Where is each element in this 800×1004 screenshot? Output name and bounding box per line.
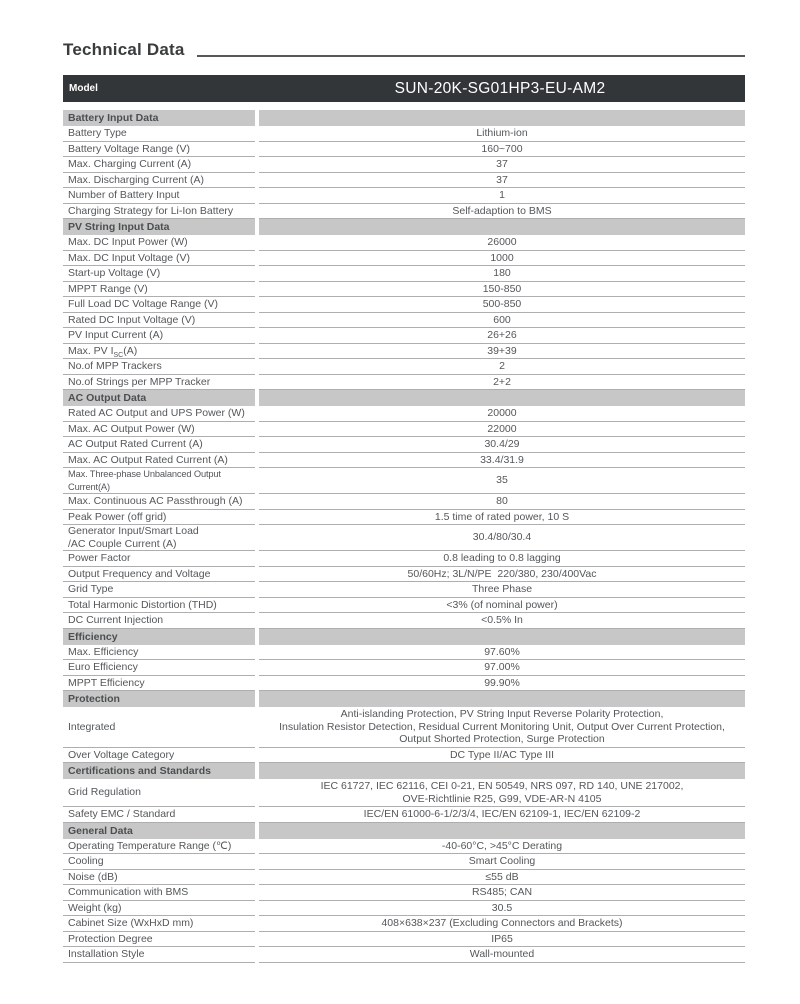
spec-value [259, 235, 745, 251]
spec-label [63, 188, 255, 204]
spec-value [259, 885, 745, 901]
spec-label-text: Battery Type [68, 127, 127, 139]
spec-value-text: 1.5 time of rated power, 10 S [434, 510, 570, 523]
spec-row [63, 947, 745, 963]
spec-value-text: 37 [496, 158, 508, 170]
spec-label [63, 947, 255, 963]
spec-label [63, 328, 255, 344]
spec-value-text: 39+39 [487, 344, 517, 357]
spec-row [63, 235, 745, 251]
spec-value-text: ≤55 dB [485, 870, 519, 883]
spec-value-text: 2+2 [493, 375, 511, 388]
model-header-bar [63, 75, 745, 102]
spec-value-text: Lithium-ion [476, 127, 528, 139]
spec-value-text: 97.60% [484, 645, 520, 658]
spec-label [63, 313, 255, 329]
section-header-fill [259, 629, 745, 645]
spec-value [259, 901, 745, 917]
spec-label-text: Grid Type [68, 583, 114, 595]
spec-value-text: 150-850 [482, 282, 522, 295]
spec-label [63, 870, 255, 886]
spec-value [259, 375, 745, 391]
spec-value-text: 160~700 [481, 142, 523, 155]
spec-row [63, 932, 745, 948]
spec-value [259, 344, 745, 360]
spec-label-text: Max. Efficiency [68, 645, 139, 658]
spec-value [259, 598, 745, 614]
spec-value-text: 1 [499, 189, 505, 201]
spec-value [259, 266, 745, 282]
spec-value-text: 180 [493, 267, 511, 279]
spec-label-text: DC Current Injection [68, 614, 164, 626]
spec-label-text: Max. Continuous AC Passthrough (A) [68, 495, 243, 507]
section-header-fill [259, 691, 745, 707]
section-header-label: Battery Input Data [63, 110, 255, 126]
spec-label [63, 468, 255, 494]
spec-row [63, 313, 745, 329]
spec-value [259, 422, 745, 438]
spec-label-text: Weight (kg) [68, 901, 122, 914]
spec-row [63, 582, 745, 598]
spec-label [63, 645, 255, 661]
spec-label [63, 437, 255, 453]
section-header-row [63, 219, 745, 235]
spec-row [63, 613, 745, 629]
spec-row [63, 188, 745, 204]
spec-label-text: Power Factor [68, 552, 131, 564]
spec-label-text: Operating Temperature Range (℃) [68, 839, 232, 852]
spec-label-text: Max. AC Output Power (W) [68, 422, 195, 435]
spec-row [63, 916, 745, 932]
spec-value-text: Smart Cooling [468, 855, 536, 867]
section-header-label: AC Output Data [63, 390, 255, 406]
spec-label [63, 901, 255, 917]
spec-value [259, 468, 745, 494]
spec-value [259, 779, 745, 807]
spec-value [259, 676, 745, 692]
spec-label-text: Max. DC Input Power (W) [68, 236, 188, 248]
spec-value-text: <0.5% In [481, 614, 523, 626]
spec-value-text: 97.00% [484, 661, 520, 673]
spec-value [259, 282, 745, 298]
spec-value-text: 20000 [487, 407, 517, 419]
spec-label [63, 235, 255, 251]
spec-value [259, 328, 745, 344]
spec-value-text: DC Type II/AC Type III [449, 748, 555, 761]
spec-row [63, 282, 745, 298]
section-header-fill [259, 390, 745, 406]
spec-value [259, 525, 745, 551]
spec-label [63, 126, 255, 142]
spec-value-text: IP65 [491, 932, 513, 945]
spec-label [63, 676, 255, 692]
spec-value-text: 22000 [487, 422, 517, 435]
spec-label [63, 344, 255, 360]
spec-value [259, 551, 745, 567]
spec-value [259, 748, 745, 764]
spec-label [63, 251, 255, 267]
section-header-fill [259, 763, 745, 779]
spec-value-text: <3% (of nominal power) [446, 598, 558, 611]
spec-label-text: AC Output Rated Current (A) [68, 438, 203, 450]
spec-value [259, 839, 745, 855]
spec-value [259, 173, 745, 189]
section-header-fill [259, 110, 745, 126]
spec-label [63, 525, 255, 551]
spec-row [63, 567, 745, 583]
model-label: Model [69, 83, 98, 94]
spec-row [63, 598, 745, 614]
spec-value-text: 0.8 leading to 0.8 lagging [443, 552, 561, 564]
spec-value-text: 500-850 [482, 298, 522, 310]
spec-row [63, 779, 745, 807]
section-header-label: Protection [63, 691, 255, 707]
spec-row [63, 251, 745, 267]
spec-label-text: Over Voltage Category [68, 748, 175, 761]
spec-label [63, 142, 255, 158]
spec-label-text: Max. Charging Current (A) [68, 158, 192, 170]
spec-row [63, 870, 745, 886]
spec-label [63, 567, 255, 583]
spec-label-text: Rated AC Output and UPS Power (W) [68, 407, 245, 419]
spec-label-text: PV Input Current (A) [68, 329, 164, 341]
spec-label [63, 266, 255, 282]
spec-row [63, 660, 745, 676]
spec-label-text: Max. AC Output Rated Current (A) [68, 453, 228, 466]
spec-value [259, 947, 745, 963]
spec-value [259, 142, 745, 158]
section-header-fill [259, 219, 745, 235]
spec-label-text: Full Load DC Voltage Range (V) [68, 298, 218, 310]
spec-label-text: Safety EMC / Standard [68, 808, 176, 820]
spec-row [63, 422, 745, 438]
spec-row [63, 437, 745, 453]
spec-label-text: Grid Regulation [68, 786, 141, 799]
spec-value-text: 30.4/29 [484, 438, 520, 450]
spec-label-text: Peak Power (off grid) [68, 510, 167, 523]
spec-label [63, 598, 255, 614]
spec-row [63, 525, 745, 551]
datasheet-page [63, 40, 745, 963]
spec-label [63, 582, 255, 598]
spec-label-text: Total Harmonic Distortion (THD) [68, 598, 217, 611]
spec-label-text: Noise (dB) [68, 870, 118, 883]
spec-label [63, 204, 255, 220]
spec-label-text: Start-up Voltage (V) [68, 267, 161, 279]
spec-label-text: Max. Discharging Current (A) [68, 173, 204, 186]
spec-row [63, 173, 745, 189]
spec-value [259, 807, 745, 823]
spec-label-text: Max. DC Input Voltage (V) [68, 251, 190, 264]
spec-row [63, 551, 745, 567]
spec-value [259, 707, 745, 748]
spec-row [63, 510, 745, 526]
spec-value [259, 313, 745, 329]
spec-value-text: IEC 61727, IEC 62116, CEI 0-21, EN 50549, NRS 097, RD 140, UNE 217002, OVE-Richtlinie R25, G99, VDE-AR-N 4105 [320, 780, 684, 805]
spec-row [63, 453, 745, 469]
spec-row [63, 204, 745, 220]
spec-label [63, 494, 255, 510]
spec-value-text: 80 [496, 495, 508, 507]
spec-row [63, 645, 745, 661]
spec-value-text: 26+26 [487, 329, 517, 341]
spec-value [259, 854, 745, 870]
spec-table [63, 110, 745, 963]
spec-value [259, 453, 745, 469]
spec-value [259, 660, 745, 676]
spec-value [259, 126, 745, 142]
spec-value-text: IEC/EN 61000-6-1/2/3/4, IEC/EN 62109-1, IEC/EN 62109-2 [363, 808, 641, 820]
spec-label-text: No.of MPP Trackers [68, 360, 162, 372]
section-header-fill [259, 823, 745, 839]
spec-label-text: Number of Battery Input [68, 189, 180, 201]
title-underline [197, 55, 745, 57]
spec-value [259, 870, 745, 886]
spec-label [63, 551, 255, 567]
spec-value-text: 600 [493, 313, 511, 326]
spec-label-text: Charging Strategy for Li-Ion Battery [68, 204, 234, 217]
spec-row [63, 142, 745, 158]
spec-row [63, 375, 745, 391]
spec-value-text: 2 [499, 360, 505, 372]
section-header-label: General Data [63, 823, 255, 839]
spec-row [63, 676, 745, 692]
spec-value-text: 30.4/80/30.4 [472, 531, 532, 544]
spec-label [63, 359, 255, 375]
spec-label [63, 453, 255, 469]
spec-label [63, 839, 255, 855]
section-header-row [63, 763, 745, 779]
model-value: SUN-20K-SG01HP3-EU-AM2 [394, 79, 606, 97]
spec-value [259, 645, 745, 661]
section-header-label: Certifications and Standards [63, 763, 255, 779]
spec-label [63, 613, 255, 629]
section-header-row [63, 110, 745, 126]
spec-row [63, 297, 745, 313]
section-header-label: Efficiency [63, 629, 255, 645]
section-header-row [63, 390, 745, 406]
spec-value-text: 1000 [490, 251, 514, 264]
spec-value-text: 99.90% [484, 676, 520, 689]
spec-row [63, 707, 745, 748]
spec-value [259, 613, 745, 629]
spec-label-text: Cabinet Size (WxHxD mm) [68, 917, 194, 929]
spec-label [63, 932, 255, 948]
page-title: Technical Data [63, 40, 185, 59]
spec-value [259, 188, 745, 204]
spec-label [63, 854, 255, 870]
spec-label-text: Cooling [68, 855, 104, 867]
spec-value [259, 567, 745, 583]
spec-label [63, 406, 255, 422]
spec-label [63, 297, 255, 313]
spec-row [63, 406, 745, 422]
spec-label-text: Generator Input/Smart Load /AC Couple Current (A) [68, 525, 199, 550]
spec-value-text: 50/60Hz; 3L/N/PE 220/380, 230/400Vac [407, 567, 597, 580]
spec-label-text: Communication with BMS [68, 886, 189, 898]
spec-value-text: RS485; CAN [471, 886, 533, 898]
spec-row [63, 748, 745, 764]
spec-row [63, 344, 745, 360]
spec-value [259, 251, 745, 267]
spec-value [259, 916, 745, 932]
section-header-row [63, 629, 745, 645]
spec-value-text: Wall-mounted [469, 948, 535, 960]
spec-label [63, 916, 255, 932]
spec-value [259, 157, 745, 173]
spec-row [63, 885, 745, 901]
spec-value-text: 37 [496, 173, 508, 186]
spec-value [259, 494, 745, 510]
spec-label [63, 660, 255, 676]
spec-value-text: Three Phase [471, 583, 533, 595]
spec-row [63, 157, 745, 173]
spec-value-text: 26000 [487, 236, 517, 248]
spec-row [63, 359, 745, 375]
spec-row [63, 854, 745, 870]
spec-value [259, 510, 745, 526]
spec-row [63, 468, 745, 494]
spec-value [259, 406, 745, 422]
spec-label [63, 282, 255, 298]
spec-value-text: 35 [496, 474, 508, 487]
spec-label-text: Output Frequency and Voltage [68, 567, 211, 580]
spec-value [259, 437, 745, 453]
spec-value [259, 582, 745, 598]
spec-row [63, 328, 745, 344]
spec-value-text: 33.4/31.9 [480, 453, 524, 466]
spec-row [63, 126, 745, 142]
spec-row [63, 266, 745, 282]
spec-label-text: Integrated [68, 720, 116, 733]
spec-value [259, 204, 745, 220]
title-row [63, 40, 745, 60]
spec-row [63, 807, 745, 823]
spec-label [63, 510, 255, 526]
spec-label [63, 748, 255, 764]
spec-label-text: No.of Strings per MPP Tracker [68, 375, 211, 388]
spec-label [63, 375, 255, 391]
section-header-label: PV String Input Data [63, 219, 255, 235]
spec-label-text: Installation Style [68, 948, 145, 960]
spec-value [259, 932, 745, 948]
spec-row [63, 901, 745, 917]
spec-label-text: MPPT Efficiency [68, 676, 145, 689]
spec-label [63, 707, 255, 748]
spec-label-text: Euro Efficiency [68, 661, 138, 673]
spec-label-text: Rated DC Input Voltage (V) [68, 313, 196, 326]
section-header-row [63, 691, 745, 707]
spec-label-text: Battery Voltage Range (V) [68, 142, 190, 155]
spec-value-text: 408×638×237 (Excluding Connectors and Brackets) [381, 917, 623, 929]
spec-value [259, 297, 745, 313]
spec-row [63, 839, 745, 855]
spec-value-text: 30.5 [491, 901, 513, 914]
spec-label-text: MPPT Range (V) [68, 282, 148, 295]
spec-label [63, 157, 255, 173]
spec-value-text: Anti-islanding Protection, PV String Input Reverse Polarity Protection, Insulation Resistor Detection, Residual Current Monitoring Unit, Output Over Current Protection, Output Shorted Protection, Surge Protection [279, 708, 725, 745]
spec-value-text: -40-60°C, >45°C Derating [441, 839, 563, 852]
spec-label [63, 779, 255, 807]
spec-row [63, 494, 745, 510]
spec-value [259, 359, 745, 375]
section-header-row [63, 823, 745, 839]
spec-value-text: Self-adaption to BMS [452, 204, 552, 217]
spec-label [63, 173, 255, 189]
spec-label [63, 422, 255, 438]
spec-label-text: Max. PV $I_{SC}(A)$ [68, 344, 138, 359]
spec-label [63, 807, 255, 823]
spec-label-text: Max. Three-phase Unbalanced Output Current(A) [68, 469, 221, 492]
spec-label-text: Protection Degree [68, 932, 153, 945]
spec-label [63, 885, 255, 901]
